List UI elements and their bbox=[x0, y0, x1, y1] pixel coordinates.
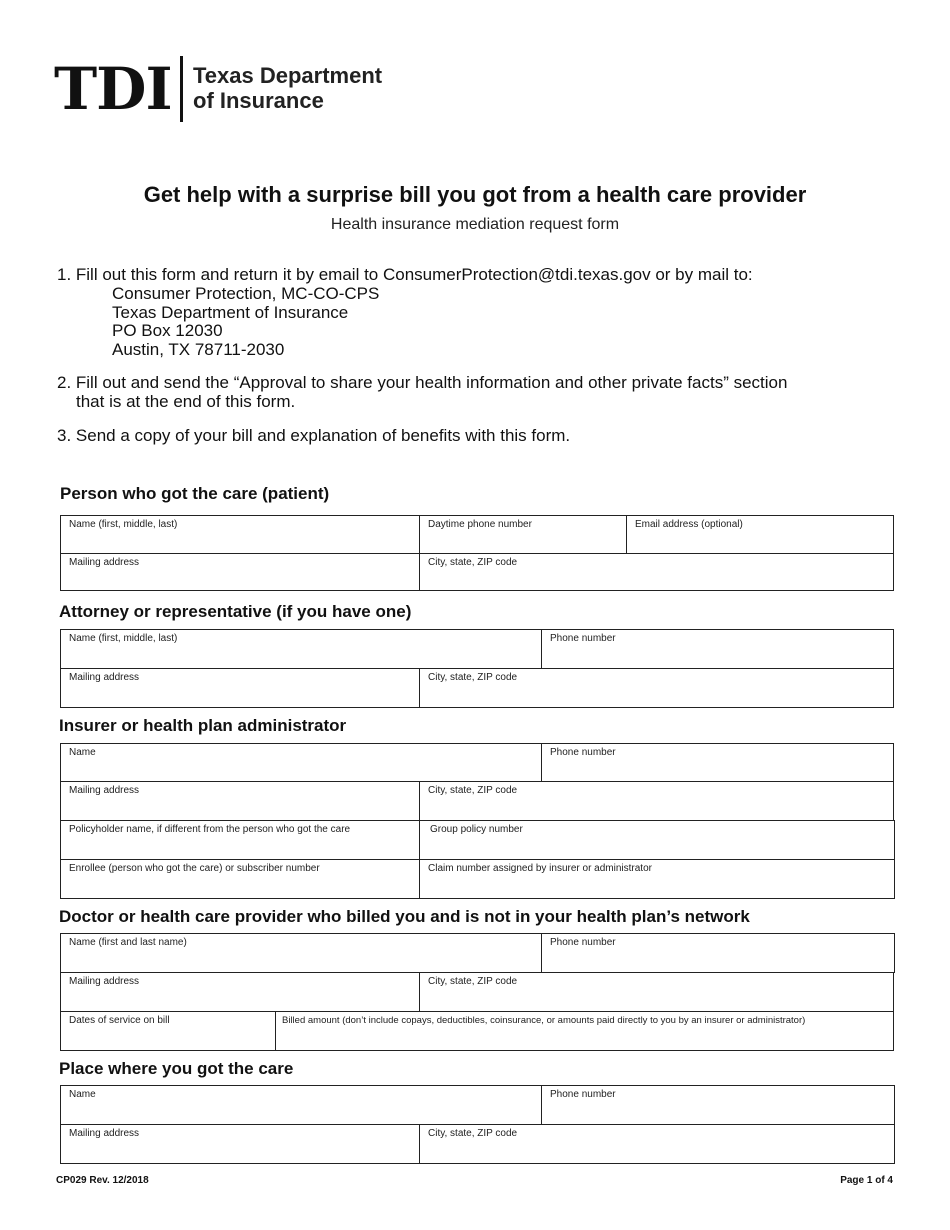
insurer-city-state-zip-field[interactable] bbox=[419, 781, 894, 821]
claim-number-field[interactable] bbox=[419, 859, 895, 899]
instruction-step-3: 3. Send a copy of your bill and explanation of benefits with this form. bbox=[57, 426, 571, 445]
field-label: Phone number bbox=[550, 633, 616, 644]
address-line: Consumer Protection, MC-CO-CPS bbox=[112, 284, 380, 303]
mailing-address-block bbox=[112, 285, 379, 359]
instruction-step-2-line2: that is at the end of this form. bbox=[76, 392, 296, 411]
section-heading-provider: Doctor or health care provider who billed you and is not in your health plan’s network bbox=[59, 907, 750, 926]
attorney-phone-field[interactable] bbox=[541, 629, 894, 669]
field-label: City, state, ZIP code bbox=[428, 785, 518, 796]
patient-phone-field[interactable] bbox=[419, 515, 627, 554]
attorney-name-field[interactable] bbox=[60, 629, 542, 669]
field-label: Phone number bbox=[550, 1089, 616, 1100]
field-label: Name (first, middle, last) bbox=[69, 519, 178, 530]
place-city-state-zip-field[interactable] bbox=[419, 1124, 895, 1164]
patient-name-field[interactable] bbox=[60, 515, 420, 554]
dates-of-service-field[interactable] bbox=[60, 1011, 276, 1051]
section-heading-patient: Person who got the care (patient) bbox=[60, 484, 330, 503]
place-mailing-address-field[interactable] bbox=[60, 1124, 420, 1164]
tdi-logo: TDI bbox=[54, 55, 172, 123]
field-label: Claim number assigned by insurer or administrator bbox=[428, 863, 652, 874]
provider-city-state-zip-field[interactable] bbox=[419, 972, 894, 1012]
agency-name bbox=[193, 63, 382, 113]
billed-amount-field[interactable] bbox=[275, 1011, 894, 1051]
section-heading-place: Place where you got the care bbox=[59, 1059, 294, 1078]
field-label: Enrollee (person who got the care) or subscriber number bbox=[69, 863, 320, 874]
patient-mailing-address-field[interactable] bbox=[60, 553, 420, 591]
field-label: Mailing address bbox=[69, 557, 140, 568]
attorney-mailing-address-field[interactable] bbox=[60, 668, 420, 708]
address-line: Austin, TX 78711-2030 bbox=[112, 339, 285, 359]
field-label: City, state, ZIP code bbox=[428, 672, 518, 683]
field-label: Billed amount (don’t include copays, deductibles, coinsurance, or amounts paid directly to you by an insurer or administrator) bbox=[282, 1015, 806, 1026]
insurer-name-field[interactable] bbox=[60, 743, 542, 782]
logo-divider bbox=[180, 56, 183, 122]
field-label: Name bbox=[69, 747, 96, 758]
field-label: Name bbox=[69, 1089, 96, 1100]
attorney-city-state-zip-field[interactable] bbox=[419, 668, 894, 708]
patient-email-field[interactable] bbox=[626, 515, 894, 554]
patient-city-state-zip-field[interactable] bbox=[419, 553, 894, 591]
address-line: Texas Department of Insurance bbox=[112, 302, 349, 322]
address-line: PO Box 12030 bbox=[112, 321, 223, 340]
provider-phone-field[interactable] bbox=[541, 933, 895, 973]
provider-name-field[interactable] bbox=[60, 933, 542, 973]
field-label: Mailing address bbox=[69, 1128, 140, 1139]
field-label: City, state, ZIP code bbox=[428, 557, 518, 568]
section-heading-attorney: Attorney or representative (if you have one) bbox=[59, 602, 412, 621]
field-label: Mailing address bbox=[69, 672, 140, 683]
agency-name-line1: Texas Department bbox=[193, 63, 383, 88]
field-label: City, state, ZIP code bbox=[428, 1128, 518, 1139]
field-label: Name (first and last name) bbox=[69, 937, 187, 948]
field-label: Mailing address bbox=[69, 976, 140, 987]
instruction-step-2 bbox=[57, 373, 897, 411]
field-label: Phone number bbox=[550, 937, 616, 948]
place-phone-field[interactable] bbox=[541, 1085, 895, 1125]
form-id: CP029 Rev. 12/2018 bbox=[56, 1175, 149, 1186]
place-name-field[interactable] bbox=[60, 1085, 542, 1125]
field-label: Policyholder name, if different from the person who got the care bbox=[69, 824, 351, 835]
group-policy-number-field[interactable] bbox=[419, 820, 895, 860]
insurer-phone-field[interactable] bbox=[541, 743, 894, 782]
field-label: Email address (optional) bbox=[635, 519, 743, 530]
enrollee-subscriber-number-field[interactable] bbox=[60, 859, 420, 899]
field-label: Group policy number bbox=[430, 824, 523, 835]
provider-mailing-address-field[interactable] bbox=[60, 972, 420, 1012]
agency-name-line2: of Insurance bbox=[193, 88, 324, 113]
page-number: Page 1 of 4 bbox=[840, 1175, 893, 1186]
form-title: Get help with a surprise bill you got from a health care provider bbox=[143, 182, 807, 207]
field-label: Phone number bbox=[550, 747, 616, 758]
policyholder-name-field[interactable] bbox=[60, 820, 420, 860]
form-subtitle: Health insurance mediation request form bbox=[330, 216, 620, 233]
field-label: Name (first, middle, last) bbox=[69, 633, 178, 644]
insurer-mailing-address-field[interactable] bbox=[60, 781, 420, 821]
instruction-step-1: 1. Fill out this form and return it by email to ConsumerProtection@tdi.texas.gov or by mail to: bbox=[57, 265, 753, 284]
field-label: Dates of service on bill bbox=[69, 1015, 170, 1026]
section-heading-insurer: Insurer or health plan administrator bbox=[59, 716, 347, 735]
instruction-step-2-line1: 2. Fill out and send the “Approval to share your health information and other private facts” section bbox=[57, 373, 788, 392]
field-label: City, state, ZIP code bbox=[428, 976, 518, 987]
field-label: Daytime phone number bbox=[428, 519, 532, 530]
field-label: Mailing address bbox=[69, 785, 140, 796]
